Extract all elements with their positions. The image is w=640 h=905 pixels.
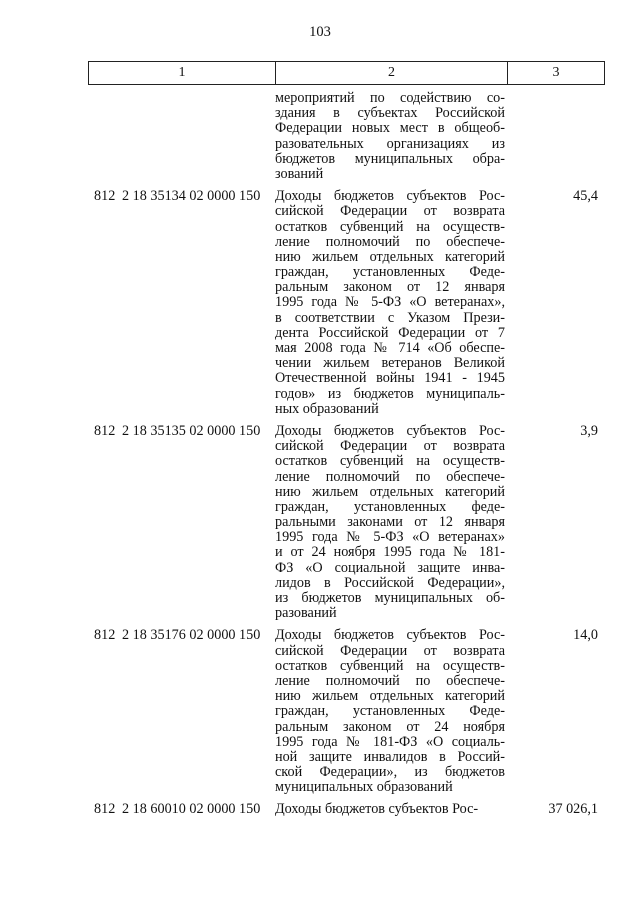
- table-row: [88, 424, 601, 621]
- description-line: в соответствии с Указом Прези-: [275, 309, 505, 326]
- description-line: нию жильем отдельных категорий: [275, 483, 505, 500]
- description-line: Доходы бюджетов субъектов Рос-: [275, 422, 505, 439]
- header-col-1: 1: [89, 62, 276, 85]
- description-line: муниципальных образований: [275, 779, 453, 796]
- page-number: 103: [309, 24, 331, 40]
- table-header: [88, 61, 605, 85]
- description-line: ление полномочий по обеспече-: [275, 468, 505, 485]
- description-line: сийской Федерации от возврата: [275, 438, 505, 455]
- classification-code-cell: [88, 91, 275, 106]
- description-line: остатков субвенций на осуществ-: [275, 453, 505, 470]
- description-line: граждан, установленных феде-: [275, 498, 505, 515]
- administrator-code: 812: [94, 801, 116, 818]
- amount-cell: 37 026,1: [548, 801, 598, 818]
- description-line: остатков субвенций на осуществ-: [275, 218, 505, 235]
- description-line: ление полномочий по обеспече-: [275, 672, 505, 689]
- description-line: мероприятий по содействию со-: [275, 90, 505, 106]
- amount-cell: 3,9: [580, 422, 598, 439]
- description-line: дента Российской Федерации от 7: [275, 324, 505, 341]
- description-line: Доходы бюджетов субъектов Рос-: [275, 627, 505, 644]
- description-line: лидов в Российской Федерации»,: [275, 574, 505, 591]
- description-line: годов» из бюджетов муниципаль-: [275, 385, 505, 402]
- description-line: 1995 года № 181-ФЗ «О социаль-: [275, 733, 505, 750]
- table-row: [88, 802, 601, 817]
- description-line: бюджетов муниципальных обра-: [275, 150, 505, 167]
- description-line: зований: [275, 165, 324, 182]
- description-line: Федерации новых мест в общеоб-: [275, 120, 505, 137]
- administrator-code: 812: [94, 422, 116, 439]
- description-line: ФЗ «О социальной защите инва-: [275, 559, 505, 576]
- classification-code-cell: [88, 189, 275, 204]
- administrator-code: 812: [94, 188, 116, 205]
- classification-code-cell: [88, 424, 275, 439]
- description-line: здания в субъектах Российской: [275, 105, 505, 122]
- description-line: сийской Федерации от возврата: [275, 642, 505, 659]
- amount-cell: 14,0: [573, 627, 598, 644]
- description-line: нию жильем отдельных категорий: [275, 688, 505, 705]
- administrator-code: 812: [94, 627, 116, 644]
- classification-code-cell: [88, 628, 275, 643]
- description-line: 1995 года № 5-ФЗ «О ветеранах»,: [275, 294, 505, 311]
- description-line: Доходы бюджетов субъектов Рос-: [275, 801, 479, 818]
- description-line: мая 2008 года № 714 «Об обеспе-: [275, 340, 505, 356]
- description-line: разований: [275, 605, 337, 622]
- description-cell: [275, 189, 505, 417]
- budget-code: 2 18 35176 02 0000 150: [122, 627, 261, 644]
- classification-code-cell: [88, 802, 275, 817]
- description-line: нию жильем отдельных категорий: [275, 248, 505, 265]
- description-cell: [275, 802, 505, 817]
- description-line: ление полномочий по обеспече-: [275, 233, 505, 250]
- table-body: [88, 91, 601, 825]
- table-row: [88, 628, 601, 795]
- description-line: граждан, установленных Феде-: [275, 703, 505, 720]
- amount-cell: 45,4: [573, 188, 598, 205]
- description-line: ной защите инвалидов в Россий-: [275, 748, 505, 765]
- description-line: ской Федерации», из бюджетов: [275, 764, 505, 781]
- description-line: Доходы бюджетов субъектов Рос-: [275, 188, 505, 205]
- budget-code: 2 18 35135 02 0000 150: [122, 422, 261, 439]
- budget-code: 2 18 35134 02 0000 150: [122, 188, 261, 205]
- description-line: остатков субвенций на осуществ-: [275, 657, 505, 674]
- table-row: [88, 189, 601, 417]
- table-row: [88, 91, 601, 182]
- header-col-3: 3: [508, 62, 605, 85]
- description-line: чении жильем ветеранов Великой: [275, 355, 505, 372]
- header-col-2: 2: [276, 62, 508, 85]
- description-cell: [275, 424, 505, 621]
- description-line: и от 24 ноября 1995 года № 181-: [275, 544, 505, 561]
- description-cell: [275, 628, 505, 795]
- budget-code: 2 18 60010 02 0000 150: [122, 801, 261, 818]
- description-line: 1995 года № 5-ФЗ «О ветеранах»: [275, 529, 505, 546]
- description-line: ральным законом от 24 ноября: [275, 718, 505, 735]
- description-line: из бюджетов муниципальных об-: [275, 590, 505, 606]
- description-line: ральным законом от 12 января: [275, 279, 505, 296]
- description-line: ральными законами от 12 января: [275, 514, 505, 531]
- description-line: граждан, установленных Феде-: [275, 264, 505, 281]
- description-line: ных образований: [275, 400, 379, 417]
- description-line: разовательных организациях из: [275, 135, 505, 152]
- description-line: Отечественной войны 1941 - 1945: [275, 370, 505, 387]
- description-cell: [275, 91, 505, 182]
- description-line: сийской Федерации от возврата: [275, 203, 505, 220]
